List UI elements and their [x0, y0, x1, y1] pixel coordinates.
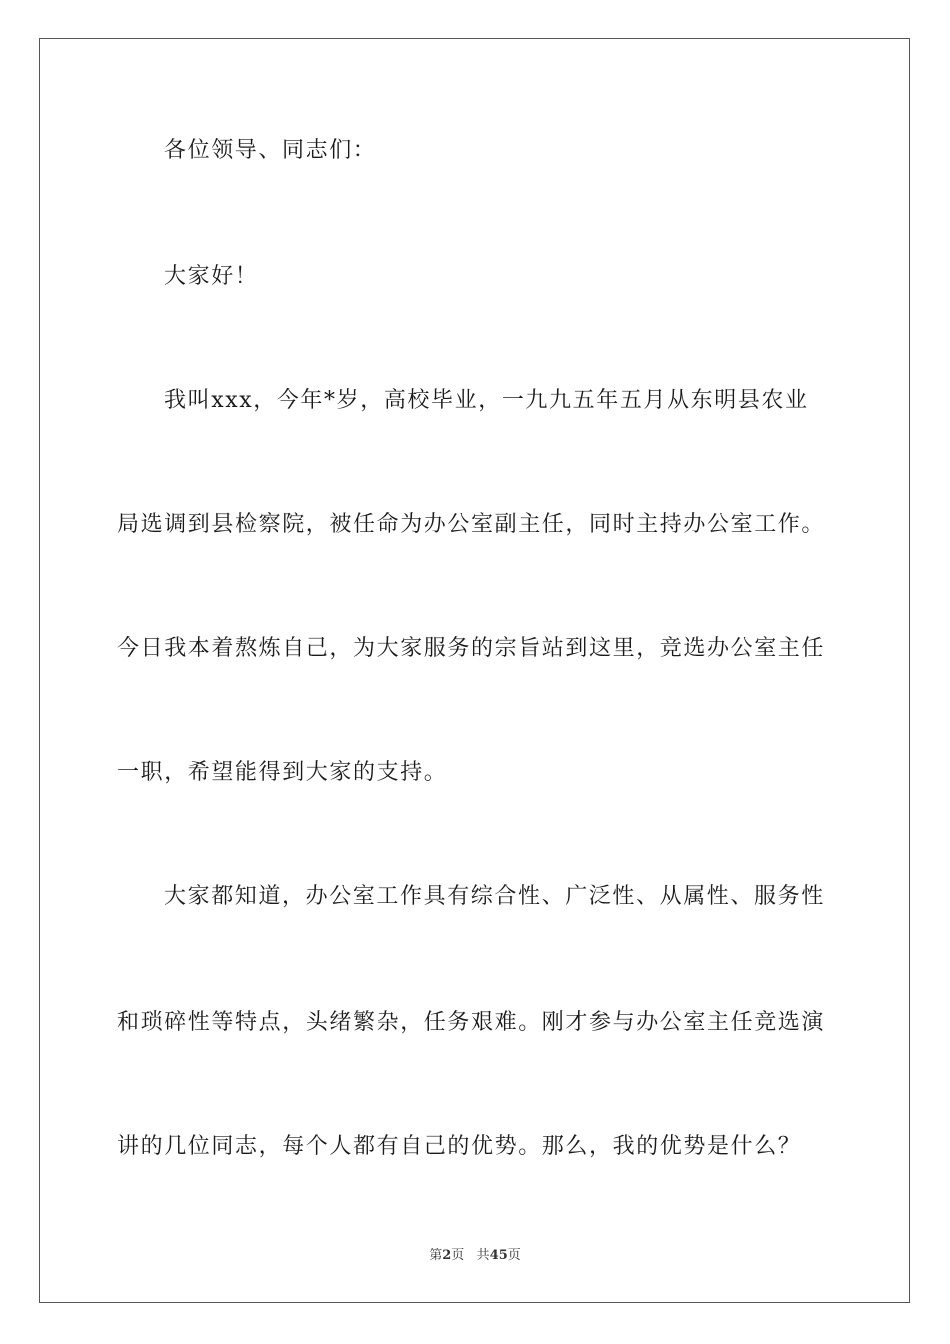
page-prefix: 第: [429, 1248, 443, 1263]
total-prefix: 共: [476, 1248, 490, 1263]
paragraph-line: 今日我本着熬炼自己，为大家服务的宗旨站到这里，竞选办公室主任: [117, 636, 826, 661]
paragraph-line: 讲的几位同志，每个人都有自己的优势。那么，我的优势是什么？: [117, 1134, 802, 1159]
salutation: 各位领导、同志们：: [164, 138, 377, 163]
paragraph-line: 局选调到县检察院，被任命为办公室副主任，同时主持办公室工作。: [117, 512, 826, 537]
total-pages: 45: [489, 1248, 508, 1263]
page-suffix: 页: [451, 1248, 465, 1263]
paragraph-line: 一职，希望能得到大家的支持。: [117, 760, 448, 785]
total-suffix: 页: [507, 1248, 521, 1263]
paragraph-line: 大家都知道，办公室工作具有综合性、广泛性、从属性、服务性: [164, 884, 825, 909]
page-footer: [0, 1244, 950, 1263]
paragraph-line: 和琐碎性等特点，头绪繁杂，任务艰难。刚才参与办公室主任竞选演: [117, 1010, 826, 1035]
greeting: 大家好！: [164, 264, 259, 289]
paragraph-line: 我叫xxx，今年*岁，高校毕业，一九九五年五月从东明县农业: [164, 388, 809, 413]
page-number: 2: [442, 1248, 452, 1263]
page-border: [39, 38, 910, 1303]
